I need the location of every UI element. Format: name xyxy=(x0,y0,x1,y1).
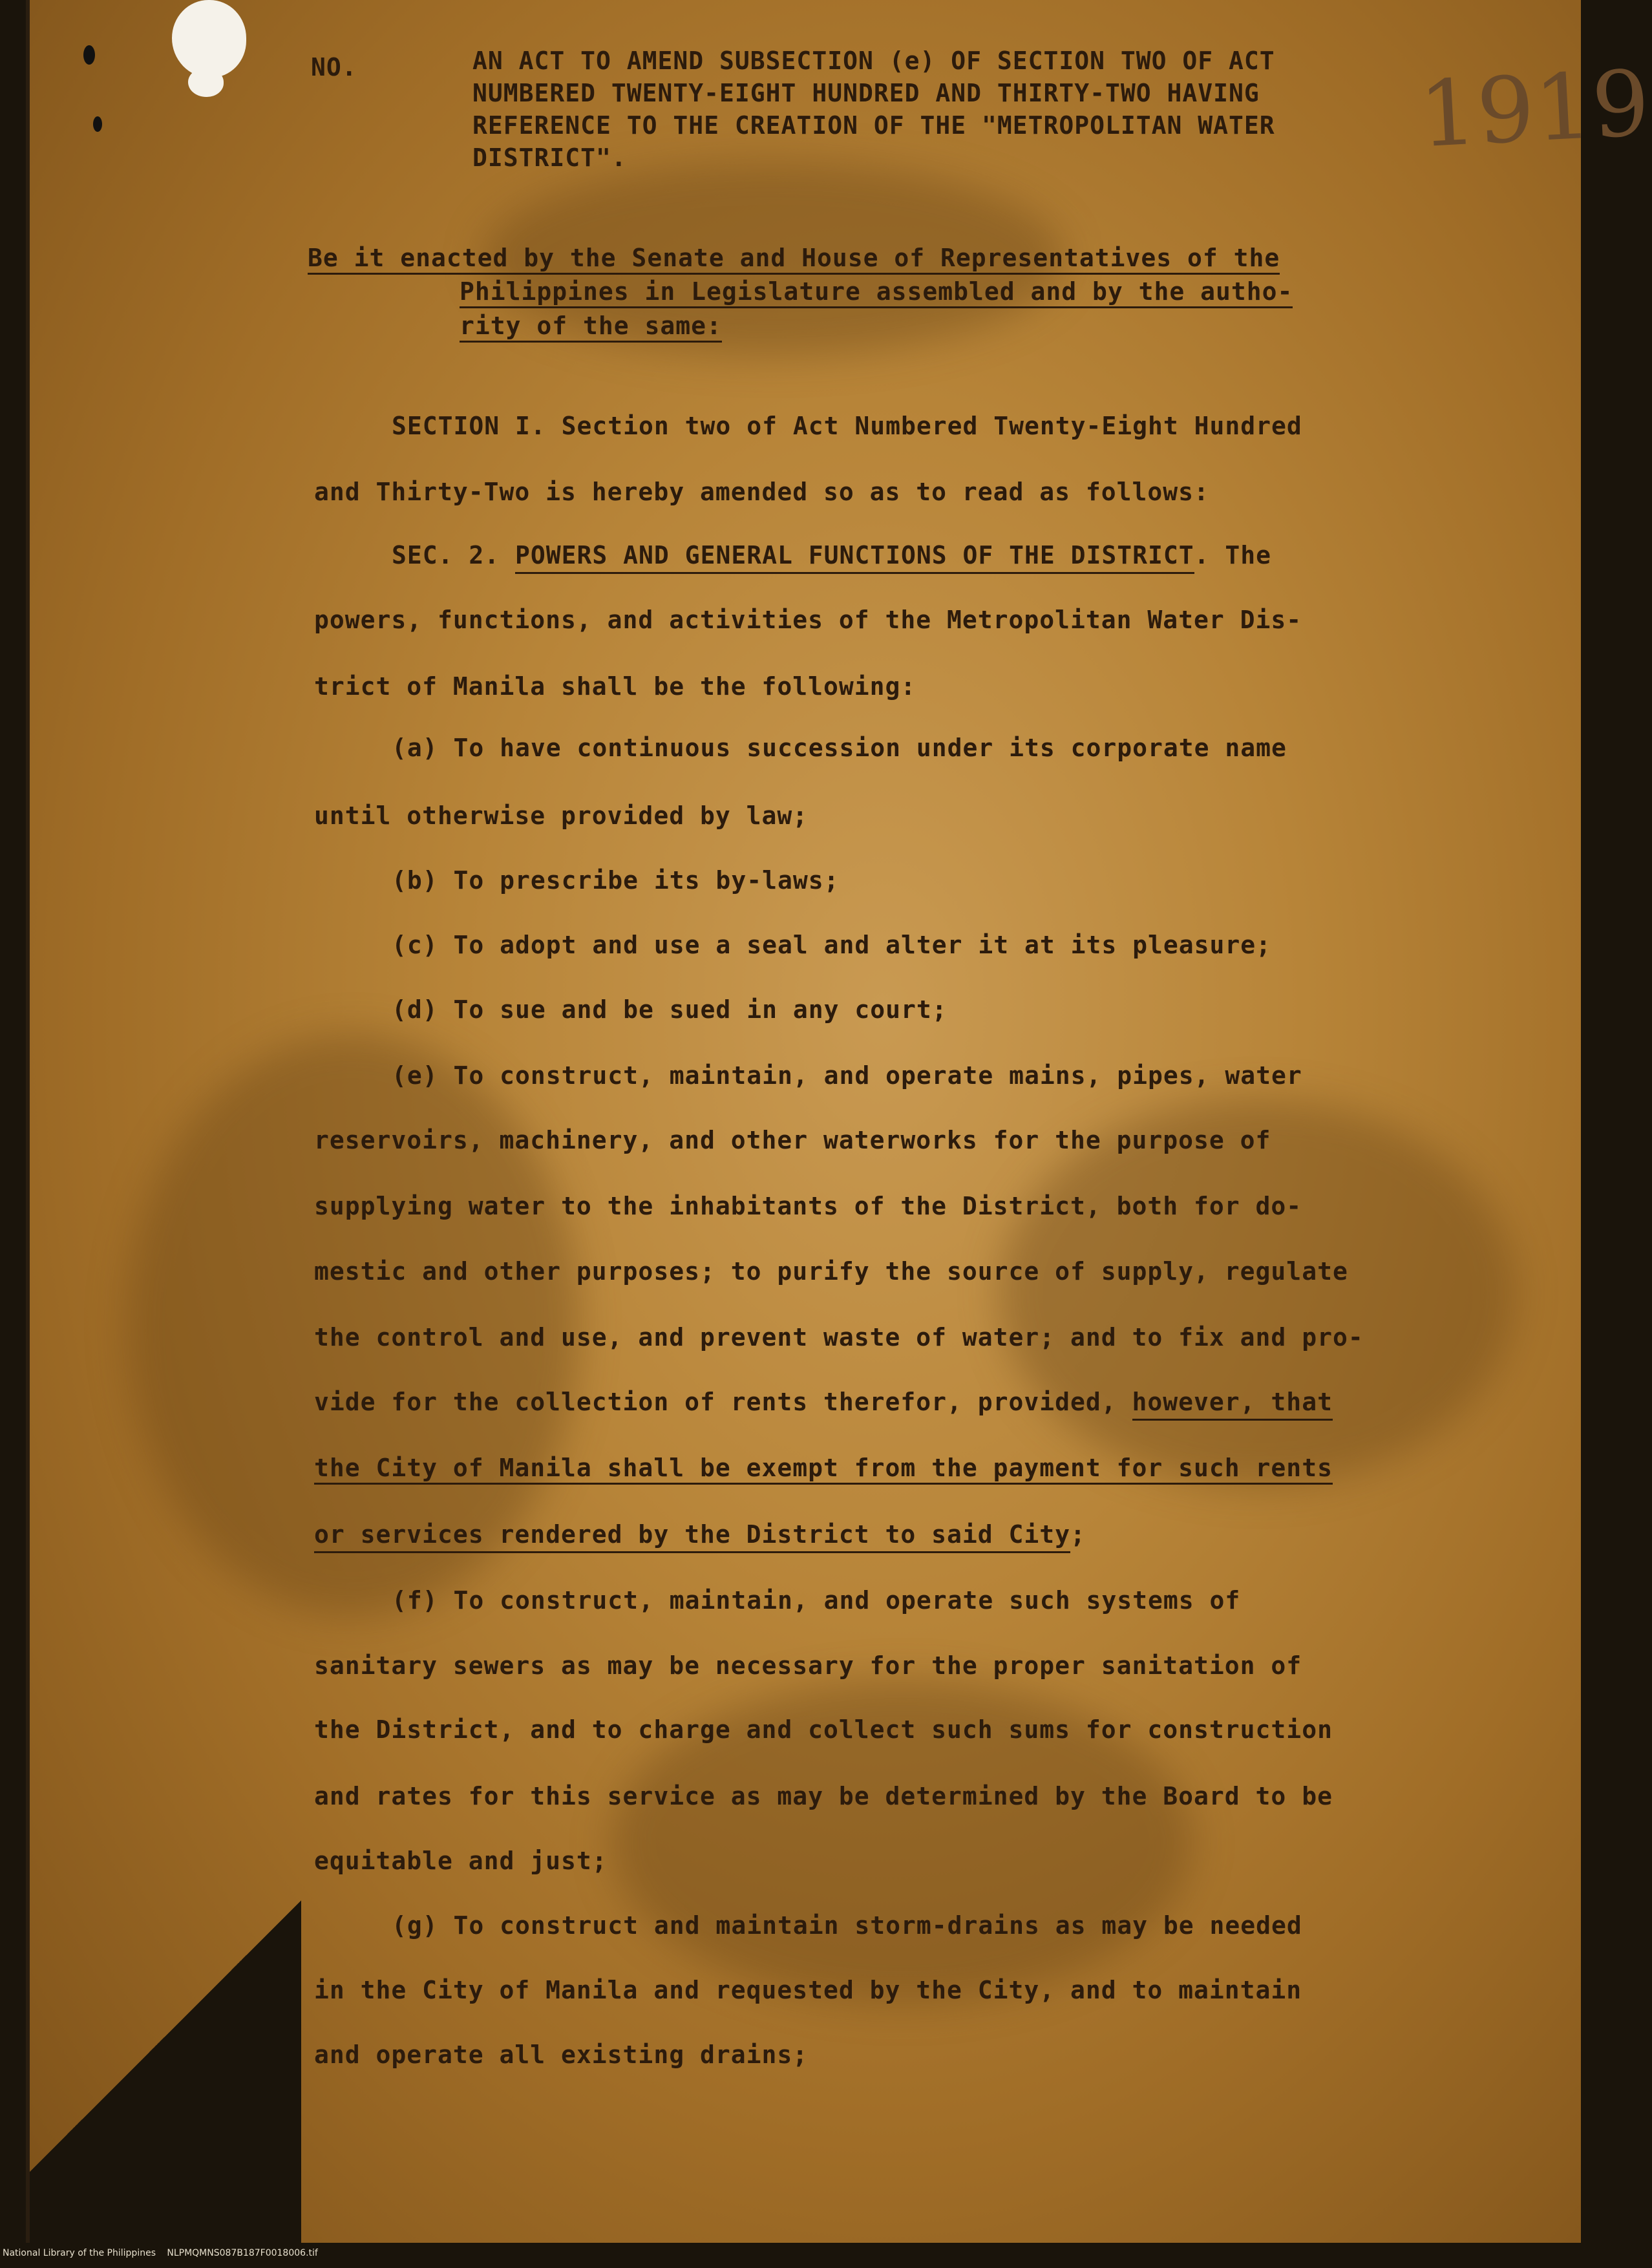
subsection-c: (c) To adopt and use a seal and alter it at its pleasure; xyxy=(392,931,1272,959)
subsection-d: (d) To sue and be sued in any court; xyxy=(392,995,948,1024)
act-title-line: NUMBERED TWENTY-EIGHT HUNDRED AND THIRTY-TWO HAVING xyxy=(472,79,1260,107)
subsection-g: (g) To construct and maintain storm-drains as may be needed xyxy=(392,1911,1302,1940)
enacting-clause-line: rity of the same: xyxy=(460,313,722,343)
document-page xyxy=(26,0,1652,2243)
act-title-line: REFERENCE TO THE CREATION OF THE "METROPOLITAN WATER xyxy=(472,111,1275,140)
handwritten-year: 1919 xyxy=(1416,50,1652,169)
subsection-a: (a) To have continuous succession under its corporate name xyxy=(392,734,1287,762)
subsection-b: (b) To prescribe its by-laws; xyxy=(392,866,840,895)
footer-file-id: NLPMQMNS087B187F0018006.tif xyxy=(167,2248,318,2258)
enacting-clause-line: Be it enacted by the Senate and House of Representatives of the xyxy=(308,246,1280,275)
sec2-heading-line: SEC. 2. POWERS AND GENERAL FUNCTIONS OF THE DISTRICT. The xyxy=(392,543,1271,567)
subsection-e: (e) To construct, maintain, and operate mains, pipes, water xyxy=(392,1061,1302,1090)
sec2-line: powers, functions, and activities of the Metropolitan Water Dis- xyxy=(314,606,1302,634)
subsection-f: sanitary sewers as may be necessary for the proper sanitation of xyxy=(314,1651,1302,1680)
subsection-e: the control and use, and prevent waste of water; and to fix and pro- xyxy=(314,1323,1364,1351)
subsection-f: equitable and just; xyxy=(314,1847,608,1875)
binding-mark xyxy=(83,45,95,65)
subsection-e: the City of Manila shall be exempt from the payment for such rents xyxy=(314,1456,1333,1485)
subsection-f: and rates for this service as may be determined by the Board to be xyxy=(314,1782,1333,1810)
section-one-line: and Thirty-Two is hereby amended so as to read as follows: xyxy=(314,478,1209,506)
section-one-line: SECTION I. Section two of Act Numbered Twenty-Eight Hundred xyxy=(392,412,1302,440)
act-number-label: NO. xyxy=(311,53,357,81)
sec2-heading: POWERS AND GENERAL FUNCTIONS OF THE DISTRICT xyxy=(515,541,1194,574)
subsection-e: or services rendered by the District to said City; xyxy=(314,1522,1086,1547)
subsection-f: (f) To construct, maintain, and operate such systems of xyxy=(392,1586,1241,1615)
scan-footer xyxy=(0,2248,1596,2268)
subsection-g: in the City of Manila and requested by the City, and to maintain xyxy=(314,1976,1302,2004)
subsection-e: mestic and other purposes; to purify the source of supply, regulate xyxy=(314,1257,1348,1286)
subsection-a: until otherwise provided by law; xyxy=(314,801,809,830)
subsection-g: and operate all existing drains; xyxy=(314,2040,809,2069)
subsection-e: supplying water to the inhabitants of the District, both for do- xyxy=(314,1192,1302,1220)
act-title-line: DISTRICT". xyxy=(472,143,627,172)
footer-institution: National Library of the Philippines xyxy=(3,2248,156,2258)
enacting-clause-line: Philippines in Legislature assembled and by the autho- xyxy=(460,279,1293,308)
act-title-line: AN ACT TO AMEND SUBSECTION (e) OF SECTION TWO OF ACT xyxy=(472,47,1275,75)
binding-hole xyxy=(172,0,246,78)
subsection-e: reservoirs, machinery, and other waterworks for the purpose of xyxy=(314,1126,1271,1154)
subsection-e: vide for the collection of rents therefor, provided, however, that xyxy=(314,1390,1333,1414)
binding-mark xyxy=(93,116,102,132)
binding-hole xyxy=(188,68,224,97)
sec2-line: trict of Manila shall be the following: xyxy=(314,672,916,701)
subsection-f: the District, and to charge and collect such sums for construction xyxy=(314,1715,1333,1744)
